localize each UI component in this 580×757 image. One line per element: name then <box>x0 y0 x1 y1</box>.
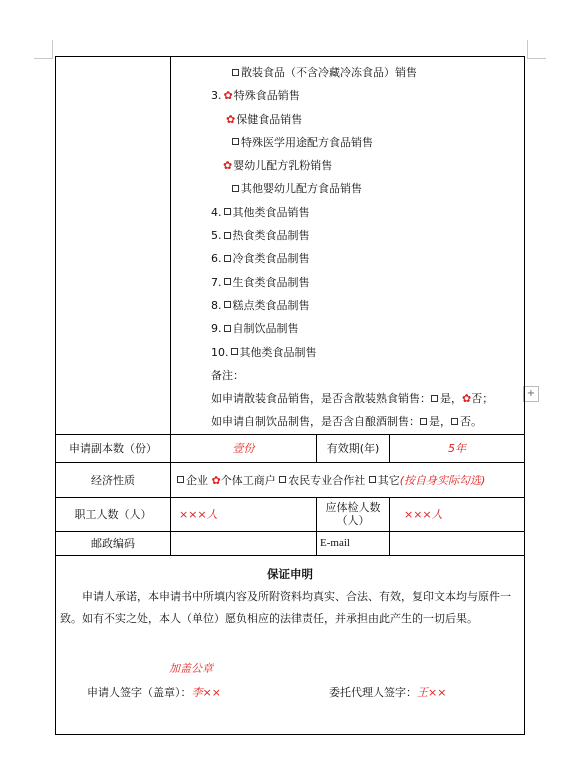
category-checked-icon[interactable]: ✿ <box>223 89 233 103</box>
remark-self-brew: 如申请自制饮品制售，是否含自酿酒制售： 是， 否。 <box>211 415 482 429</box>
nature-coop-checkbox[interactable] <box>279 476 286 483</box>
category-checked-icon[interactable]: ✿ <box>223 159 233 173</box>
postal-label: 邮政编码 <box>56 531 171 555</box>
category-label: 保健食品销售 <box>236 112 303 126</box>
category-item <box>171 224 524 247</box>
category-label: 特殊食品销售 <box>233 89 300 103</box>
category-item <box>171 294 524 317</box>
category-checkbox[interactable] <box>224 255 231 262</box>
crop-mark-top-right <box>527 40 546 59</box>
category-checkbox[interactable] <box>224 208 231 215</box>
category-label: 糕点类食品制售 <box>232 298 310 312</box>
category-checkbox[interactable] <box>232 69 239 76</box>
category-number: 10. <box>211 345 229 359</box>
category-item <box>171 154 524 177</box>
nature-other-checkbox[interactable] <box>369 476 376 483</box>
category-label-cell <box>56 57 171 435</box>
category-number: 8. <box>211 298 222 312</box>
remark2-no-checkbox[interactable] <box>451 418 458 425</box>
category-item <box>171 84 524 107</box>
staff-value[interactable]: ×××人 <box>171 497 317 531</box>
category-checked-icon[interactable]: ✿ <box>226 112 236 126</box>
category-label: 特殊医学用途配方食品销售 <box>241 135 373 149</box>
category-label: 其他类食品制售 <box>239 345 317 359</box>
remark-bulk-cooked: 如申请散装食品销售，是否含散装熟食销售： 是，✿否； <box>211 392 494 406</box>
declaration-title: 保证申明 <box>267 566 313 581</box>
category-number: 9. <box>211 322 222 336</box>
category-label: 自制饮品制售 <box>232 322 299 336</box>
inspect-value[interactable]: ×××人 <box>390 497 525 531</box>
category-checkbox[interactable] <box>232 138 239 145</box>
category-list <box>171 57 524 364</box>
category-label: 热食类食品制售 <box>232 229 310 243</box>
staff-label: 职工人数（人） <box>56 497 171 531</box>
declaration-cell <box>56 555 525 734</box>
category-number: 4. <box>211 205 222 219</box>
category-item <box>171 317 524 340</box>
category-label: 散装食品（不含冷藏冷冻食品）销售 <box>241 66 417 79</box>
validity-label: 有效期(年) <box>317 434 390 462</box>
category-item <box>171 271 524 294</box>
category-number: 3. <box>211 89 222 103</box>
applicant-signature-value[interactable]: 李×× <box>191 685 221 699</box>
nature-enterprise-checkbox[interactable] <box>177 476 184 483</box>
applicant-signature: 申请人签字（盖章）：李×× <box>87 685 221 699</box>
nature-individual-checked-icon[interactable]: ✿ <box>211 473 221 487</box>
nature-options: 企业 ✿个体工商户 农民专业合作社 其它(按自身实际勾选) <box>171 462 525 497</box>
crop-mark-top-left <box>34 40 53 59</box>
category-label: 生食类食品制售 <box>232 275 310 289</box>
remark-label: 备注： <box>211 368 244 382</box>
validity-value[interactable]: 5年 <box>390 434 525 462</box>
inspect-label: 应体检人数 （人） <box>317 497 390 531</box>
agent-signature: 委托代理人签字：王×× <box>329 685 447 699</box>
nature-label: 经济性质 <box>56 462 171 497</box>
remark1-yes-checkbox[interactable] <box>431 395 438 402</box>
category-label: 冷食类食品制售 <box>232 252 310 266</box>
declaration-text: 申请人承诺，本申请书中所填内容及所附资料均真实、合法、有效，复印文本均与原件一致。如有不实之处，本人（单位）愿负相应的法律责任，并承担由此产生的一切后果。 <box>60 589 511 625</box>
category-item <box>171 61 524 84</box>
category-checkbox[interactable] <box>224 301 231 308</box>
agent-signature-value[interactable]: 王×× <box>417 685 447 699</box>
category-item <box>171 108 524 131</box>
email-label: E-mail <box>317 531 390 555</box>
expand-plus-icon[interactable]: + <box>523 386 539 402</box>
category-checkbox[interactable] <box>224 278 231 285</box>
category-number: 6. <box>211 252 222 266</box>
category-checkbox[interactable] <box>224 325 231 332</box>
category-list-cell <box>171 57 525 435</box>
remark2-yes-checkbox[interactable] <box>420 418 427 425</box>
category-label: 其他类食品销售 <box>232 205 310 219</box>
stamp-note: 加盖公章 <box>169 661 213 675</box>
category-item <box>171 341 524 364</box>
postal-value[interactable] <box>171 531 317 555</box>
remark1-no-checked-icon[interactable]: ✿ <box>462 392 472 406</box>
category-checkbox[interactable] <box>232 185 239 192</box>
category-checkbox[interactable] <box>224 232 231 239</box>
category-checkbox[interactable] <box>231 348 238 355</box>
category-item <box>171 131 524 154</box>
copies-value[interactable]: 壹份 <box>171 434 317 462</box>
category-number: 7. <box>211 275 222 289</box>
nature-hint: (按自身实际勾选) <box>399 473 486 487</box>
category-item <box>171 177 524 200</box>
application-form-table <box>55 56 525 735</box>
email-value[interactable] <box>390 531 525 555</box>
category-number: 5. <box>211 229 222 243</box>
category-item <box>171 201 524 224</box>
copies-label: 申请副本数（份） <box>56 434 171 462</box>
category-item <box>171 247 524 270</box>
category-label: 其他婴幼儿配方食品销售 <box>241 182 362 196</box>
category-label: 婴幼儿配方乳粉销售 <box>233 159 333 173</box>
